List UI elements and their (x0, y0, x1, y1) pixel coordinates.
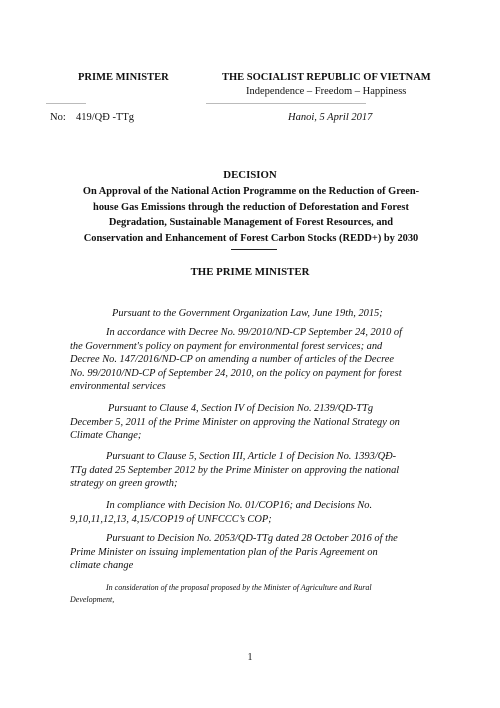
preamble-paragraph (112, 307, 383, 321)
preamble-line: December 5, 2011 of the Prime Minister on approving the National Strategy on (70, 416, 400, 428)
place-and-date: Hanoi, 5 April 2017 (288, 112, 373, 123)
preamble-paragraph (70, 402, 450, 443)
preamble-line: strategy on green growth; (70, 478, 178, 490)
preamble-line: In accordance with Decree No. 99/2010/ND-CP September 24, 2010 of (106, 327, 402, 338)
national-motto: Independence – Freedom – Happiness (246, 86, 407, 97)
preamble-line: environmental services (70, 381, 166, 393)
document-number-label: No: (50, 112, 66, 123)
country-title: THE SOCIALIST REPUBLIC OF VIETNAM (222, 72, 431, 83)
preamble-line: Pursuant to the Government Organization Law, June 19th, 2015; (112, 308, 383, 319)
title-underline (231, 249, 277, 250)
preamble-line: In consideration of the proposal proposed by the Minister of Agriculture and Rural (106, 583, 372, 592)
preamble-line: Pursuant to Clause 5, Section III, Article 1 of Decision No. 1393/QĐ- (106, 451, 397, 462)
page-number: 1 (247, 652, 253, 663)
preamble-line: In compliance with Decision No. 01/COP16; and Decisions No. (106, 500, 373, 511)
preamble-paragraph (70, 532, 450, 573)
decision-title-line: On Approval of the National Action Programme on the Reduction of Green- (82, 186, 420, 197)
preamble-line: Climate Change; (70, 430, 142, 442)
preamble-line: TTg dated 25 September 2012 by the Prime Minister on approving the national (70, 464, 400, 476)
preamble-line: Pursuant to Decision No. 2053/QD-TTg dated 28 October 2016 of the (106, 533, 398, 544)
left-divider (46, 103, 86, 104)
authority-heading: THE PRIME MINISTER (190, 266, 310, 278)
preamble-line: No. 99/2010/ND-CP of September 24, 2010, on the policy on payment for forest (70, 367, 402, 379)
preamble-line: Pursuant to Clause 4, Section IV of Decision No. 2139/QD-TTg (108, 403, 374, 414)
issuing-authority: PRIME MINISTER (78, 72, 169, 83)
right-divider (206, 103, 366, 104)
decision-title-line: Degradation, Sustainable Management of Forest Resources, and (108, 217, 394, 229)
preamble-paragraph (70, 582, 450, 606)
preamble-paragraph (70, 499, 450, 526)
document-number: 419/QĐ -TTg (76, 112, 135, 123)
decision-title-line: house Gas Emissions through the reduction of Deforestation and Forest (93, 201, 409, 213)
preamble-paragraph (70, 450, 450, 491)
preamble-line: the Government's policy on payment for environmental forest services; and (70, 340, 383, 352)
preamble-line: 9,10,11,12,13, 4,15/COP19 of UNFCCC’s COP; (70, 513, 272, 525)
preamble-line: Decree No. 147/2016/ND-CP on amending a number of articles of the Decree (70, 354, 394, 366)
preamble-line: Prime Minister on issuing implementation plan of the Paris Agreement on (70, 546, 378, 558)
decision-title-line: Conservation and Enhancement of Forest Carbon Stocks (REDD+) by 2030 (83, 232, 419, 244)
preamble-line: climate change (70, 560, 134, 572)
decision-heading: DECISION (223, 169, 277, 181)
preamble-line: Development, (70, 595, 115, 604)
preamble-paragraph (70, 326, 450, 394)
decision-title (56, 184, 446, 246)
